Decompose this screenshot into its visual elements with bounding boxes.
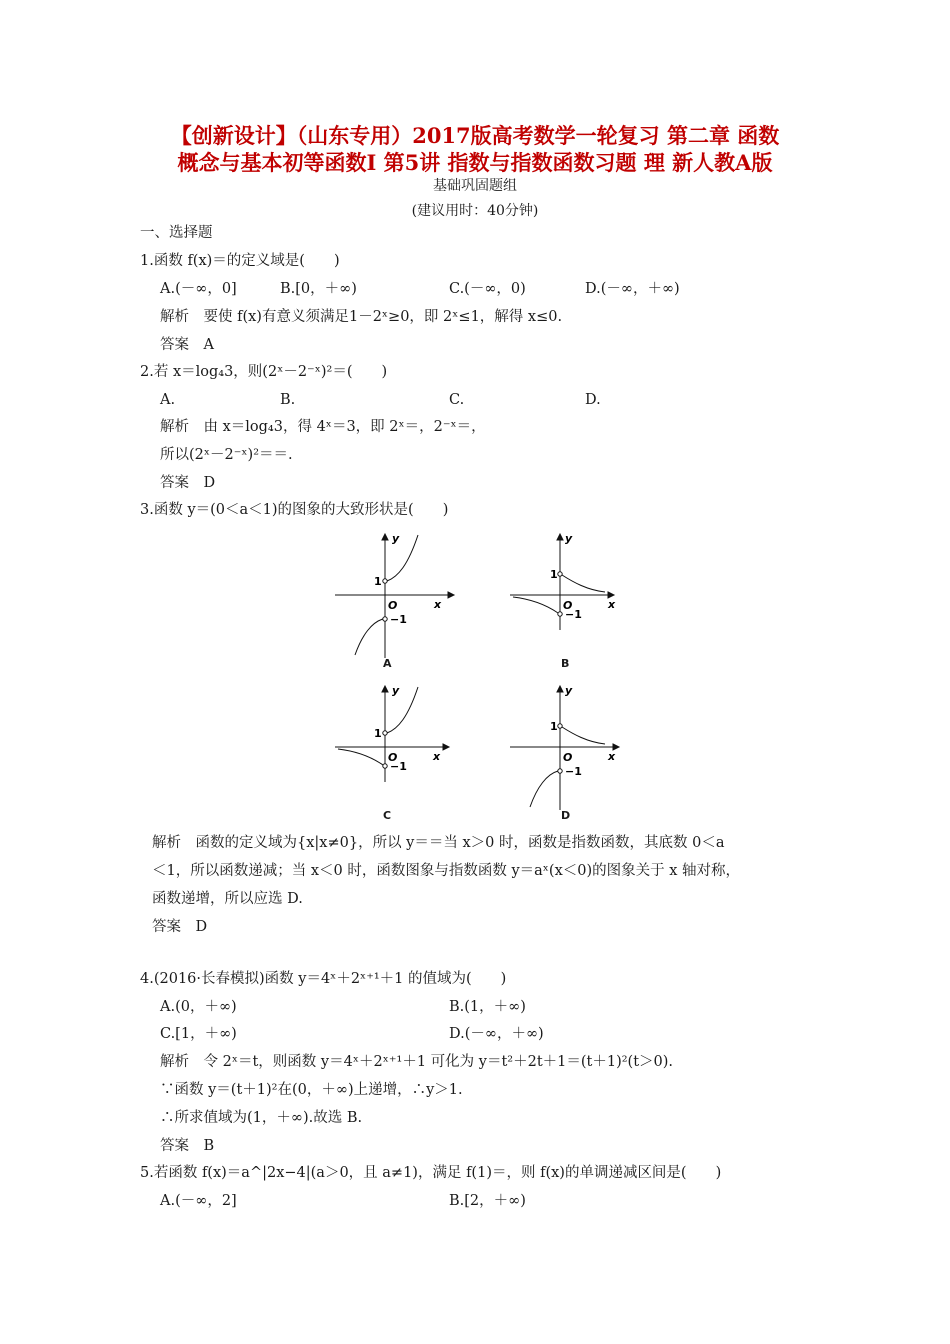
q4-analysis-2: ∵函数 y＝(t＋1)²在(0，＋∞)上递增，∴y＞1. xyxy=(160,1082,463,1098)
q2-analysis: 解析 由 x＝log₄3，得 4ˣ＝3，即 2ˣ＝，2⁻ˣ＝， xyxy=(160,419,486,435)
graph-c-x-label: x xyxy=(433,750,441,763)
graph-a-y-label: y xyxy=(392,532,400,545)
q4-option-b: B.(1，＋∞) xyxy=(449,999,526,1015)
q2-stem: 2.若 x＝log₄3，则(2ˣ－2⁻ˣ)²＝( ) xyxy=(140,364,388,380)
q1-option-b: B.[0，＋∞) xyxy=(280,281,357,297)
graph-c xyxy=(330,682,460,832)
q4-option-c: C.[1，＋∞) xyxy=(160,1026,237,1042)
q2-answer: 答案 D xyxy=(160,475,216,491)
graph-a-curve-left xyxy=(355,619,383,655)
graph-b-origin: O xyxy=(563,599,573,612)
graph-b-y-label: y xyxy=(565,532,573,545)
q3-analysis-2: ＜1，所以函数递减；当 x＜0 时，函数图象与指数函数 y＝aˣ(x＜0)的图象关于 x 轴对称， xyxy=(152,863,741,879)
graph-c-tick-1: 1 xyxy=(374,727,382,740)
graph-d-y-label: y xyxy=(565,684,573,697)
graph-d-label: D xyxy=(561,809,571,822)
q3-stem: 3.函数 y＝(0＜a＜1)的图象的大致形状是( ) xyxy=(140,502,449,518)
q5-stem: 5.若函数 f(x)＝a^|2x−4|(a＞0，且 a≠1)，满足 f(1)＝，则 f(x)的单调递减区间是( ) xyxy=(140,1165,722,1181)
q1-option-c: C.(－∞，0) xyxy=(449,281,526,297)
q2-option-a: A. xyxy=(160,392,176,408)
graph-b-tick-1: 1 xyxy=(550,568,558,581)
time-note: (建议用时：40分钟) xyxy=(411,203,539,219)
graph-c-curve-left xyxy=(338,749,383,765)
q5-option-b: B.[2，＋∞) xyxy=(449,1193,526,1209)
q4-answer: 答案 B xyxy=(160,1138,215,1154)
q4-analysis: 解析 令 2ˣ＝t，则函数 y＝4ˣ＋2ˣ⁺¹＋1 可化为 y＝t²＋2t＋1＝(t＋1)²(t＞0). xyxy=(160,1054,674,1070)
section-subtitle: 基础巩固题组 xyxy=(433,178,517,194)
graph-a-origin: O xyxy=(388,599,398,612)
graph-d-curve-right xyxy=(562,727,605,744)
graph-a-tick-1: 1 xyxy=(374,575,382,588)
graph-d-x-label: x xyxy=(608,750,616,763)
q3-analysis-1: 解析 函数的定义域为{x|x≠0}，所以 y＝＝当 x＞0 时，函数是指数函数，其底数 0＜a xyxy=(152,835,725,851)
doc-title-line1: 【创新设计】（山东专用）2017版高考数学一轮复习 第二章 函数 xyxy=(170,123,780,148)
q1-option-a: A.(－∞，0] xyxy=(160,281,237,297)
graph-b-x-label: x xyxy=(608,598,616,611)
q2-option-c: C. xyxy=(449,392,465,408)
q2-analysis-cont: 所以(2ˣ－2⁻ˣ)²＝＝. xyxy=(160,447,293,463)
graph-d-origin: O xyxy=(563,751,573,764)
section-heading: 一、选择题 xyxy=(140,225,213,241)
graph-b xyxy=(505,530,635,680)
q1-analysis: 解析 要使 f(x)有意义须满足1－2ˣ≥0，即 2ˣ≤1，解得 x≤0. xyxy=(160,309,563,325)
graph-a-axes xyxy=(335,534,454,658)
graph-d-tick-neg1: −1 xyxy=(565,765,582,778)
graph-d-axes xyxy=(510,686,619,810)
q1-stem: 1.函数 f(x)＝的定义域是( ) xyxy=(140,253,340,269)
graph-a-label: A xyxy=(383,657,392,670)
q3-analysis-3: 函数递增，所以应选 D. xyxy=(152,891,303,907)
q1-answer: 答案 A xyxy=(160,337,214,353)
q5-option-a: A.(－∞，2] xyxy=(160,1193,237,1209)
graph-b-label: B xyxy=(561,657,570,670)
graph-d-tick-1: 1 xyxy=(550,720,558,733)
graph-a-tick-neg1: −1 xyxy=(390,613,407,626)
q3-answer: 答案 D xyxy=(152,919,208,935)
graph-c-y-label: y xyxy=(392,684,400,697)
graph-c-label: C xyxy=(383,809,392,822)
q4-stem: 4.(2016·长春模拟)函数 y＝4ˣ＋2ˣ⁺¹＋1 的值域为( ) xyxy=(140,971,507,987)
q4-analysis-3: ∴所求值域为(1，＋∞).故选 B. xyxy=(160,1110,363,1126)
graph-c-origin: O xyxy=(388,751,398,764)
graph-a xyxy=(330,530,460,680)
graph-c-tick-neg1: −1 xyxy=(390,760,407,773)
q4-option-d: D.(－∞，＋∞) xyxy=(449,1026,544,1042)
graph-b-tick-neg1: −1 xyxy=(565,608,582,621)
q2-option-b: B. xyxy=(280,392,296,408)
q2-option-d: D. xyxy=(585,392,601,408)
q1-option-d: D.(－∞，＋∞) xyxy=(585,281,680,297)
q4-option-a: A.(0，＋∞) xyxy=(160,999,237,1015)
graph-d-curve-left xyxy=(530,771,558,807)
graph-a-x-label: x xyxy=(434,598,442,611)
graph-b-curve-left xyxy=(513,597,558,613)
doc-title-line2: 概念与基本初等函数Ⅰ 第5讲 指数与指数函数习题 理 新人教A版 xyxy=(177,150,773,175)
graph-b-curve-right xyxy=(562,575,605,592)
